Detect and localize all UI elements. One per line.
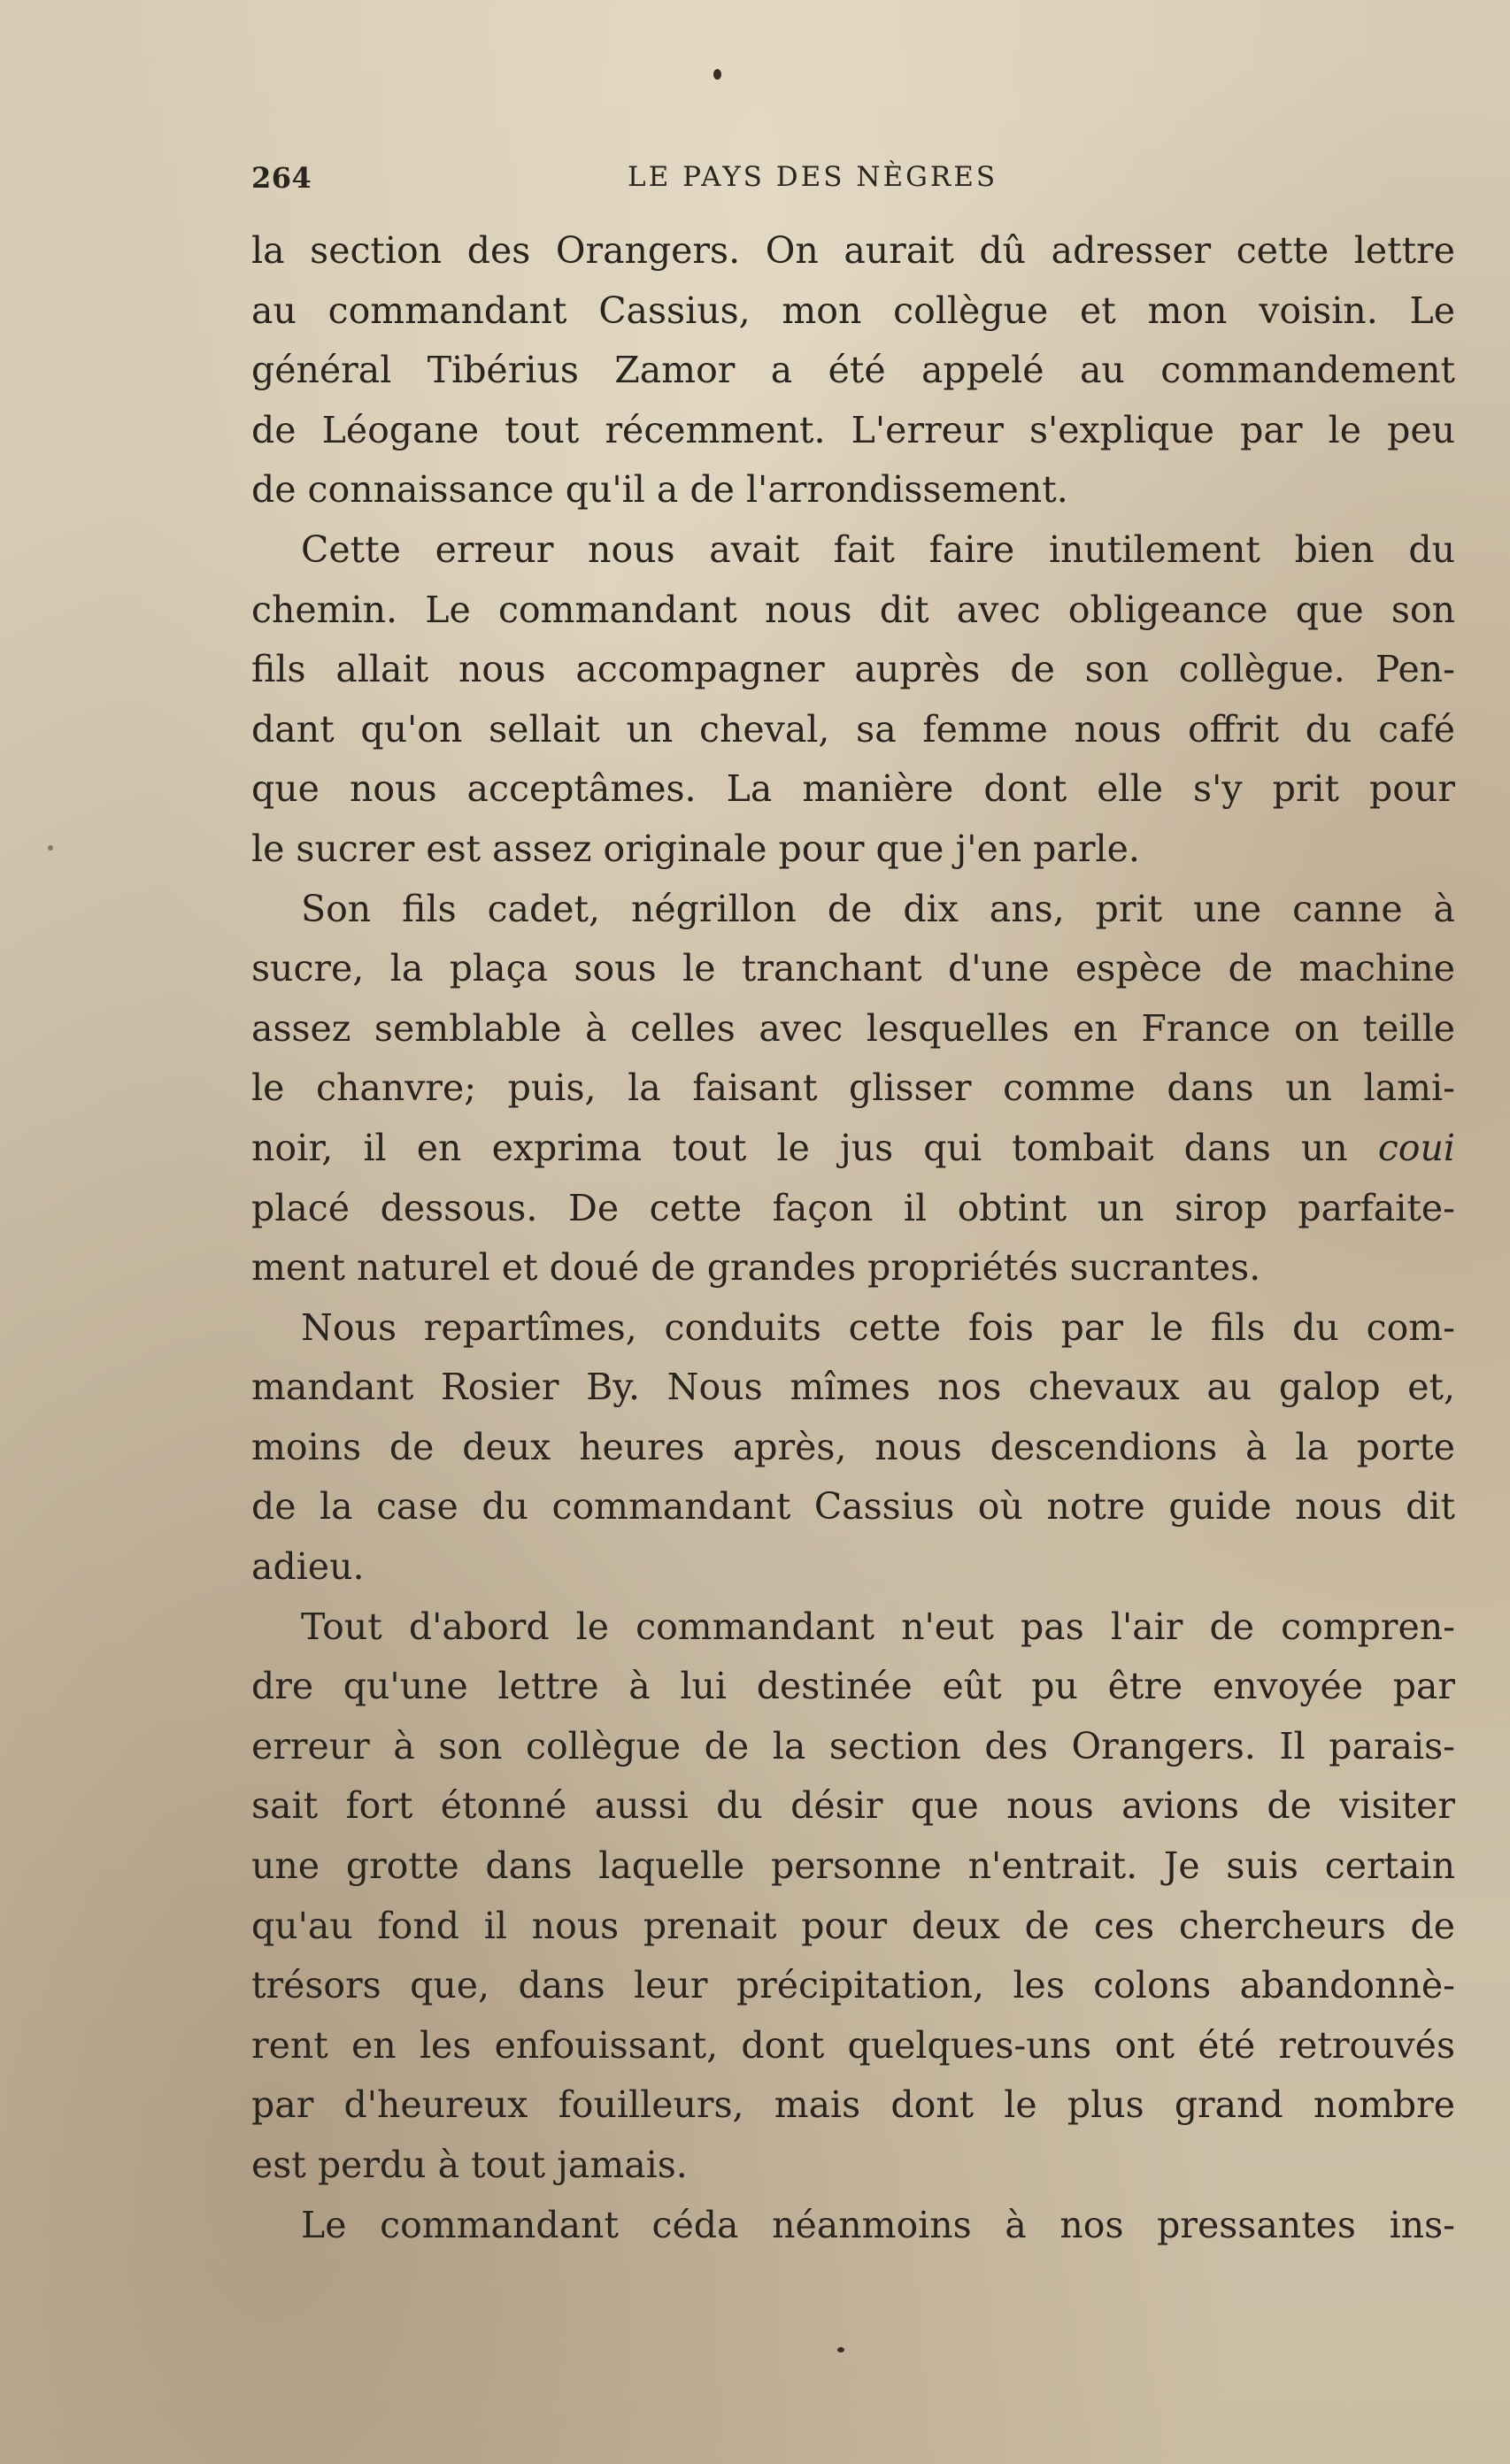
text-segment: noir, il en exprima tout le jus qui tombait dans un bbox=[251, 1126, 1348, 1169]
text-line: fils allait nous accompagner auprès de son collègue. Pen- bbox=[251, 648, 1455, 691]
text-line: ment naturel et doué de grandes propriétés sucrantes. bbox=[251, 1246, 1261, 1290]
text-line: par d'heureux fouilleurs, mais dont le plus grand nombre bbox=[251, 2083, 1455, 2127]
text-line: le sucrer est assez originale pour que j'en parle. bbox=[251, 827, 1140, 870]
text-line: général Tibérius Zamor a été appelé au commandement bbox=[251, 349, 1455, 392]
page-header bbox=[251, 161, 1455, 200]
text-line: rent en les enfouissant, dont quelques-uns ont été retrouvés bbox=[251, 2023, 1455, 2067]
text-line-with-italic bbox=[251, 1119, 1455, 1179]
text-line: assez semblable à celles avec lesquelles en France on teille bbox=[251, 1006, 1455, 1050]
text-line: est perdu à tout jamais. bbox=[251, 2144, 688, 2186]
running-title: LE PAYS DES NÈGRES bbox=[628, 161, 998, 193]
text-line: de connaissance qu'il a de l'arrondissement. bbox=[251, 468, 1068, 512]
text-line: sait fort étonné aussi du désir que nous avions de visiter bbox=[251, 1784, 1455, 1828]
text-line: erreur à son collègue de la section des Orangers. Il parais- bbox=[251, 1724, 1455, 1767]
ink-speck bbox=[48, 845, 53, 851]
text-line: Son fils cadet, négrillon de dix ans, prit une canne à bbox=[301, 887, 1455, 930]
text-line: placé dessous. De cette façon il obtint un sirop parfaite- bbox=[251, 1186, 1455, 1229]
text-line: Cette erreur nous avait fait faire inutilement bien du bbox=[301, 527, 1455, 571]
text-line: le chanvre; puis, la faisant glisser comme dans un lami- bbox=[251, 1066, 1455, 1110]
page-number: 264 bbox=[251, 161, 312, 195]
text-line: moins de deux heures après, nous descendions à la porte bbox=[251, 1425, 1455, 1468]
text-line: adieu. bbox=[251, 1545, 365, 1589]
text-line: chemin. Le commandant nous dit avec obligeance que son bbox=[251, 588, 1455, 631]
body-text bbox=[251, 221, 1455, 2255]
text-line: que nous acceptâmes. La manière dont elle s'y prit pour bbox=[251, 767, 1455, 811]
text-line: de Léogane tout récemment. L'erreur s'explique par le peu bbox=[251, 408, 1455, 451]
text-line: Tout d'abord le commandant n'eut pas l'air de compren- bbox=[301, 1605, 1455, 1648]
text-line: mandant Rosier By. Nous mîmes nos chevaux au galop et, bbox=[251, 1366, 1455, 1409]
text-line: Le commandant céda néanmoins à nos pressantes ins- bbox=[301, 2203, 1455, 2246]
text-line: la section des Orangers. On aurait dû adresser cette lettre bbox=[251, 229, 1455, 272]
text-line: qu'au fond il nous prenait pour deux de ces chercheurs de bbox=[251, 1904, 1455, 1947]
ink-speck bbox=[713, 69, 721, 80]
text-line: Nous repartîmes, conduits cette fois par le fils du com- bbox=[301, 1305, 1455, 1349]
text-line: trésors que, dans leur précipitation, les colons abandonnè- bbox=[251, 1964, 1455, 2007]
ink-speck bbox=[837, 2347, 844, 2352]
text-line: dant qu'on sellait un cheval, sa femme nous offrit du café bbox=[251, 707, 1455, 751]
text-line: dre qu'une lettre à lui destinée eût pu être envoyée par bbox=[251, 1665, 1455, 1708]
italic-word: coui bbox=[1377, 1126, 1455, 1169]
text-line: sucre, la plaça sous le tranchant d'une espèce de machine bbox=[251, 947, 1455, 990]
text-line: de la case du commandant Cassius où notre guide nous dit bbox=[251, 1485, 1455, 1528]
text-line: une grotte dans laquelle personne n'entrait. Je suis certain bbox=[251, 1844, 1455, 1888]
text-line: au commandant Cassius, mon collègue et mon voisin. Le bbox=[251, 289, 1455, 332]
